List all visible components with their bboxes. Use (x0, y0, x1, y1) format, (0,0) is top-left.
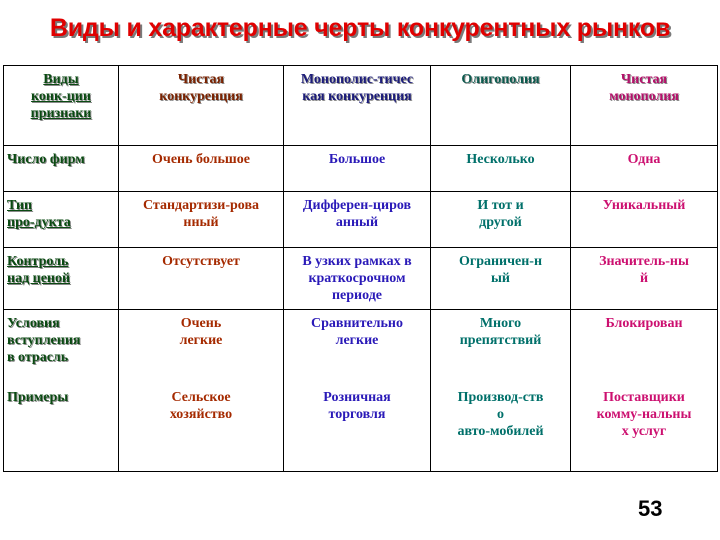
table-cell (284, 248, 431, 310)
row-label-cell (4, 310, 119, 472)
cell-text: хозяйство (169, 407, 233, 422)
table-cell (119, 310, 284, 472)
cell-text: другой (479, 215, 522, 230)
cell-text: Очень большое (152, 152, 250, 167)
cell-text: В узких рамках в (302, 254, 412, 269)
cell-text: Много (479, 316, 522, 331)
cell-text: Сельское (171, 390, 231, 405)
cell-text: легкие (179, 333, 223, 348)
column-header-line: конкуренция (159, 89, 243, 104)
cell-text: х услуг (621, 424, 667, 439)
cell-text: Большое (328, 152, 386, 167)
cell-text: Одна (627, 152, 661, 167)
cell-text: й (639, 271, 649, 286)
table-cell (431, 146, 571, 192)
table-cell (571, 192, 718, 248)
row-label-examples: Примеры (7, 390, 69, 405)
cell-text: Производ-ств (457, 390, 544, 405)
table-cell (431, 310, 571, 472)
page-number: 53 (638, 496, 663, 521)
header-corner-line: признаки (30, 106, 92, 121)
cell-text: анный (335, 215, 379, 230)
cell-text: И тот и (477, 198, 524, 213)
table-cell (431, 192, 571, 248)
column-header-line: Монополис-тичес (300, 72, 414, 87)
column-header-line: кая конкуренция (302, 89, 412, 104)
table-row-product-type (4, 192, 718, 248)
cell-text: периоде (331, 288, 383, 303)
row-label: Тип (7, 198, 33, 213)
cell-text: авто-мобилей (457, 424, 544, 439)
cell-text: легкие (335, 333, 379, 348)
cell-text: Уникальный (602, 198, 686, 213)
row-label: вступления (7, 333, 81, 348)
cell-text: краткосрочном (308, 271, 406, 286)
table-header-row (4, 66, 718, 146)
header-corner-cell (4, 66, 119, 146)
row-label-cell (4, 146, 119, 192)
table-cell (431, 248, 571, 310)
row-label: Условия (7, 316, 60, 331)
row-label: в отрасль (7, 350, 69, 365)
cell-text: Сравнительно (310, 316, 403, 331)
column-header-monopolistic-competition (284, 66, 431, 146)
column-header-pure-monopoly (571, 66, 718, 146)
cell-text: ый (491, 271, 510, 286)
cell-text: о (497, 407, 504, 422)
slide-title: Виды и характерные черты конкурентных рынков (49, 14, 671, 42)
market-types-table (3, 65, 718, 472)
table-cell (119, 248, 284, 310)
column-header-line: Чистая (177, 72, 225, 87)
table-row-price-control (4, 248, 718, 310)
cell-text: Блокирован (605, 316, 683, 331)
table-cell (119, 192, 284, 248)
cell-text: препятствий (459, 333, 542, 348)
column-header-line: Чистая (620, 72, 668, 87)
cell-text: Отсутствует (162, 254, 240, 269)
table-cell (284, 192, 431, 248)
table-cell (571, 146, 718, 192)
row-label: про-дукта (7, 215, 71, 230)
header-corner-line: Виды (43, 72, 79, 87)
row-label-cell (4, 192, 119, 248)
table-row-number-of-firms (4, 146, 718, 192)
table-cell (284, 146, 431, 192)
table-cell (119, 146, 284, 192)
cell-text: Ограничен-н (458, 254, 543, 269)
cell-text: Дифферен-циров (302, 198, 412, 213)
table-cell (571, 248, 718, 310)
row-label-cell (4, 248, 119, 310)
column-header-oligopoly (431, 66, 571, 146)
cell-text: Несколько (466, 152, 535, 167)
row-label: Контроль (7, 254, 69, 269)
column-header-pure-competition (119, 66, 284, 146)
table-cell (571, 310, 718, 472)
header-corner-line: конк-ции (31, 89, 91, 104)
cell-text: Розничная (323, 390, 391, 405)
column-header-line: Олигополия (461, 72, 540, 87)
cell-text: Значитель-ны (599, 254, 689, 269)
row-label: над ценой (7, 271, 71, 286)
column-header-line: монополия (609, 89, 679, 104)
cell-text: нный (183, 215, 219, 230)
cell-text: торговля (328, 407, 386, 422)
cell-text: комму-нальны (596, 407, 692, 422)
row-label: Число фирм (7, 152, 85, 167)
table-row-entry-and-examples (4, 310, 718, 472)
cell-text: Стандартизи-рова (142, 198, 260, 213)
table-cell (284, 310, 431, 472)
cell-text: Поставщики (603, 390, 685, 405)
cell-text: Очень (180, 316, 222, 331)
